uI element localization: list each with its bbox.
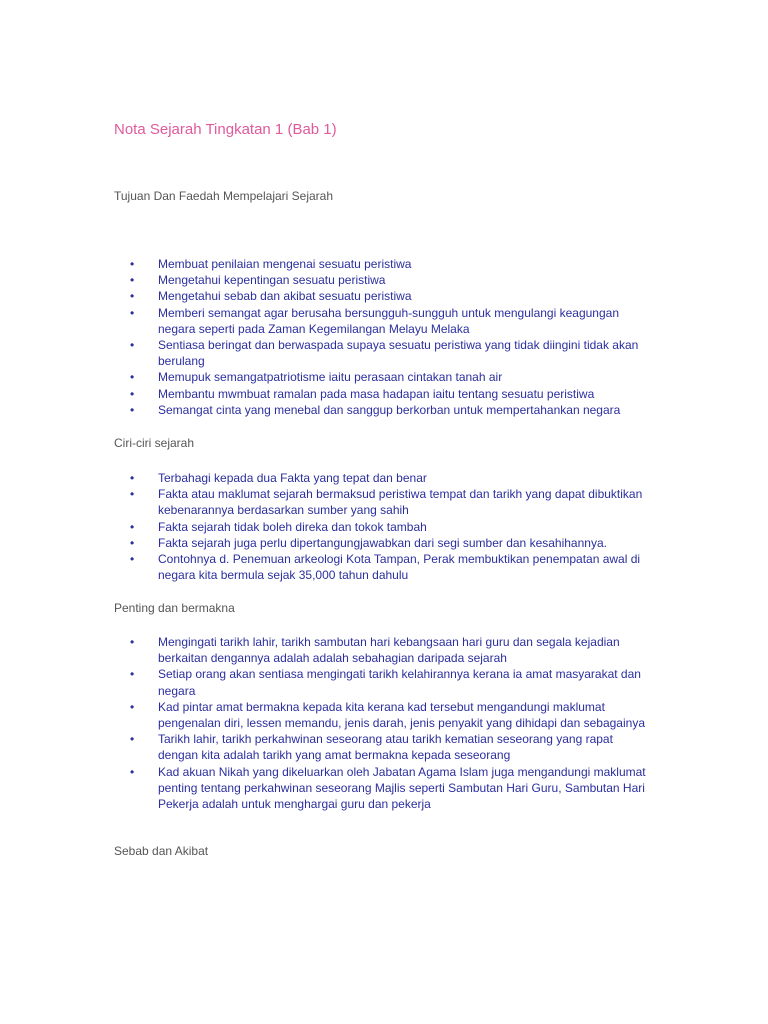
- bullet-list-penting: [130, 634, 650, 812]
- list-item-text: Setiap orang akan sentiasa mengingati tarikh kelahirannya kerana ia amat masyarakat dan negara: [158, 667, 641, 698]
- list-item-text: Mengetahui sebab dan akibat sesuatu peristiwa: [158, 289, 412, 304]
- list-item-text: Terbahagi kepada dua Fakta yang tepat dan benar: [158, 471, 427, 485]
- bullet-icon: •: [130, 370, 135, 385]
- bullet-icon: •: [130, 338, 135, 353]
- bullet-icon: •: [130, 635, 135, 649]
- bullet-icon: •: [130, 764, 135, 779]
- list-item: [130, 699, 650, 731]
- list-item: [130, 764, 650, 813]
- list-item-text: Membantu mwmbuat ramalan pada masa hadapan iaitu tentang sesuatu peristiwa: [158, 386, 595, 401]
- list-item-text: Kad pintar amat bermakna kepada kita kerana kad tersebut mengandungi maklumat pengenalan diri, lessen memandu, jenis darah, jenis penyakit yang dihidapi dan sebagainya: [158, 699, 645, 731]
- list-item: [130, 369, 650, 385]
- list-item: [130, 402, 650, 418]
- list-item: [130, 470, 650, 486]
- list-item-text: Kad akuan Nikah yang dikeluarkan oleh Jabatan Agama Islam juga mengandungi maklumat penting tentang perkahwinan seseorang Majlis seperti Sambutan Hari Guru, Sambutan Hari Pekerja adalah untuk menghargai guru dan pekerja: [158, 764, 646, 812]
- list-item-text: Contohnya d. Penemuan arkeologi Kota Tampan, Perak membuktikan penempatan awal di negara kita bermula sejak 35,000 tahun dahulu: [158, 552, 641, 583]
- bullet-icon: •: [130, 289, 135, 304]
- list-item-text: Fakta sejarah juga perlu dipertangungjawabkan dari segi sumber dan kesahihannya.: [158, 535, 607, 550]
- bullet-icon: •: [130, 273, 135, 288]
- list-item: [130, 256, 650, 272]
- list-item-text: Mengetahui kepentingan sesuatu peristiwa: [158, 273, 386, 288]
- list-item-text: Sentiasa beringat dan berwaspada supaya sesuatu peristiwa yang tidak diingini tidak akan berulang: [158, 338, 639, 369]
- list-item-text: Mengingati tarikh lahir, tarikh sambutan hari kebangsaan hari guru dan segala kejadian berkaitan dengannya adalah adalah sebahagian daripada sejarah: [158, 635, 620, 666]
- section-heading-penting: Penting dan bermakna: [114, 601, 235, 615]
- list-item: [130, 486, 650, 518]
- list-item: [130, 535, 650, 551]
- bullet-icon: •: [130, 552, 135, 567]
- bullet-icon: •: [130, 487, 135, 502]
- list-item: [130, 272, 650, 288]
- list-item-text: Fakta atau maklumat sejarah bermaksud peristiwa tempat dan tarikh yang dapat dibuktikan kebenarannya berdasarkan sumber yang sahih: [158, 487, 643, 518]
- bullet-icon: •: [130, 667, 135, 682]
- list-item-text: Fakta sejarah tidak boleh direka dan tokok tambah: [158, 519, 427, 534]
- bullet-list-tujuan: [130, 256, 650, 418]
- bullet-list-ciri-ciri: [130, 470, 650, 583]
- bullet-icon: •: [130, 732, 135, 747]
- list-item: [130, 288, 650, 304]
- bullet-icon: •: [130, 471, 135, 485]
- section-heading-sebab-akibat: Sebab dan Akibat: [114, 844, 209, 858]
- list-item: [130, 337, 650, 369]
- list-item: [130, 519, 650, 535]
- list-item-text: Tarikh lahir, tarikh perkahwinan seseorang atau tarikh kematian seseorang yang rapat dengan kita adalah tarikh yang amat bermakna kepada seseorang: [158, 732, 613, 763]
- bullet-icon: •: [130, 699, 135, 714]
- section-heading-ciri-ciri: Ciri-ciri sejarah: [114, 436, 195, 450]
- bullet-icon: •: [130, 257, 135, 271]
- section-heading-tujuan: Tujuan Dan Faedah Mempelajari Sejarah: [114, 189, 334, 203]
- bullet-icon: •: [130, 519, 135, 534]
- bullet-icon: •: [130, 305, 135, 320]
- list-item: [130, 305, 650, 337]
- list-item: [130, 666, 650, 698]
- page-title: Nota Sejarah Tingkatan 1 (Bab 1): [114, 121, 337, 138]
- list-item-text: Membuat penilaian mengenai sesuatu peristiwa: [158, 257, 412, 271]
- bullet-icon: •: [130, 386, 135, 401]
- list-item: [130, 551, 650, 583]
- list-item: [130, 634, 650, 666]
- bullet-icon: •: [130, 402, 135, 417]
- list-item-text: Memupuk semangatpatriotisme iaitu perasaan cintakan tanah air: [158, 370, 503, 385]
- bullet-icon: •: [130, 535, 135, 550]
- list-item-text: Semangat cinta yang menebal dan sanggup berkorban untuk mempertahankan negara: [158, 402, 621, 417]
- list-item: [130, 386, 650, 402]
- list-item-text: Memberi semangat agar berusaha bersungguh-sungguh untuk mengulangi keagungan negara seperti pada Zaman Kegemilangan Melayu Melaka: [158, 305, 619, 336]
- list-item: [130, 731, 650, 763]
